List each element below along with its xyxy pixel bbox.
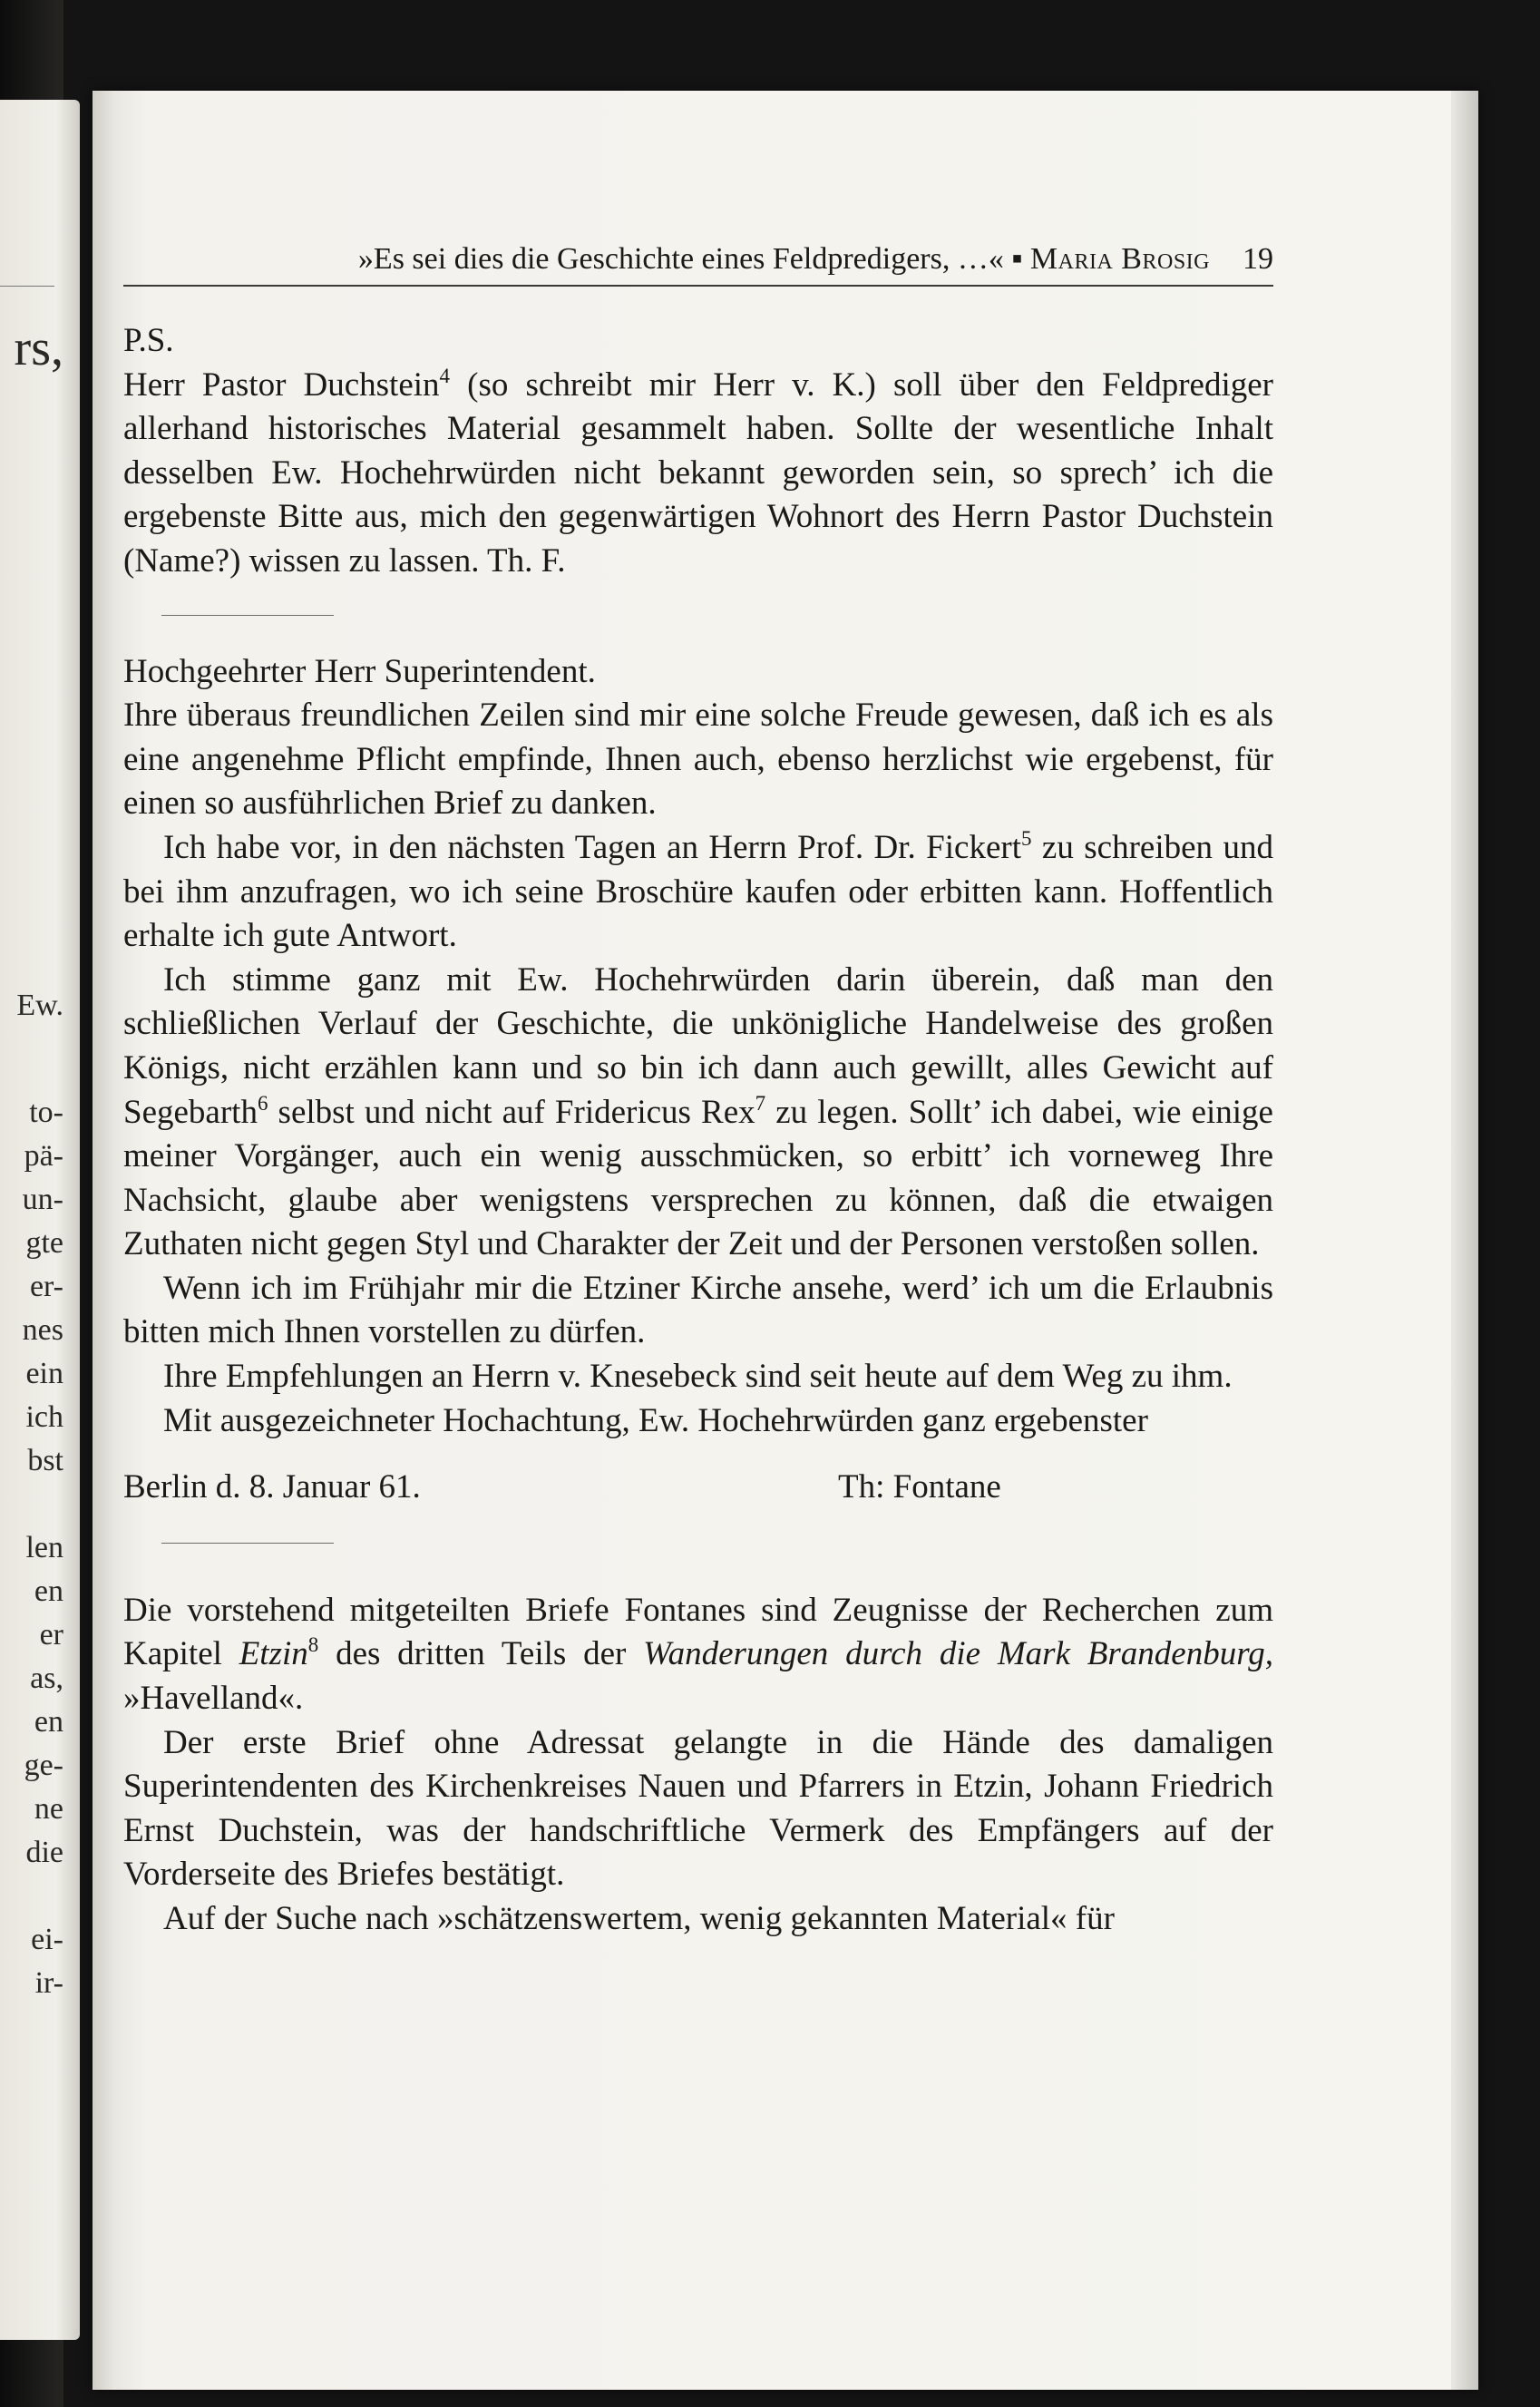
letter-paragraph: Wenn ich im Frühjahr mir die Etziner Kirche ansehe, werd’ ich um die Erlaubnis bitten mich Ihnen vorstellen zu dürfen.	[123, 1269, 1273, 1351]
prev-page-fragment: ich	[25, 1400, 63, 1434]
prev-page-fragment: nes	[22, 1313, 63, 1347]
letter-paragraph: Ich stimme ganz mit Ew. Hochehrwürden darin überein, daß man den schließlichen Verlauf der Geschichte, die unkönigliche Handelweise des großen Königs, nicht erzählen kann und so bin ich dann auch gewillt, alles Gewicht auf Segebarth$^6$ selbst und nicht auf Fridericus Rex$^7$ zu legen. Sollt’ ich dabei, wie einige meiner Vorgänger, auch ein wenig ausschmücken, so erbitt’ ich vorneweg Ihre Nachsicht, glaube aber wenigstens versprechen zu können, daß die etwaigen Zuthaten nicht gegen Styl und Charakter der Zeit und der Personen verstoßen sollen.	[123, 960, 1273, 1263]
prev-page-fragment: en	[34, 1574, 63, 1608]
letter-closing-formula: Mit ausgezeichneter Hochachtung, Ew. Hochehrwürden ganz ergebenster	[163, 1401, 1148, 1439]
letter-closing-line	[123, 1466, 1273, 1510]
ps-paragraph: Herr Pastor Duchstein$^4$ (so schreibt mir Herr v. K.) soll über den Feldprediger allerhand historisches Material gesammelt haben. Sollte der wesentliche Inhalt desselben Ew. Hochehrwürden nicht bekannt geworden sein, so sprech’ ich die ergebenste Bitte aus, mich den gegenwärtigen Wohnort des Herrn Pastor Duchstein (Name?) wissen zu lassen. Th. F.	[123, 364, 1274, 580]
letter-paragraph: Ihre Empfehlungen an Herrn v. Knesebeck sind seit heute auf dem Weg zu ihm.	[163, 1358, 1233, 1396]
footnote-ref: 7	[755, 1091, 766, 1115]
section-separator	[161, 1543, 334, 1544]
prev-page-fragment: gte	[25, 1226, 63, 1260]
running-author: Maria Brosig	[1029, 242, 1210, 276]
prev-page-fragment: ge-	[24, 1749, 63, 1782]
footnote-ref: 5	[1021, 826, 1032, 850]
footnote-ref: 6	[257, 1091, 268, 1115]
prev-page-fragment: die	[25, 1836, 63, 1869]
prev-page-fragment: un-	[22, 1183, 63, 1216]
commentary-paragraph: Auf der Suche nach »schätzenswertem, wenig gekannten Material« für	[163, 1900, 1115, 1937]
prev-page-fragment: pä-	[24, 1139, 63, 1173]
prev-page-fragment: ne	[34, 1792, 63, 1826]
body-text	[123, 319, 1273, 1942]
letter-salutation: Hochgeehrter Herr Superintendent.	[123, 652, 596, 690]
place-date: Berlin d. 8. Januar 61.	[123, 1468, 421, 1506]
footnote-ref: 4	[439, 364, 451, 387]
section-separator	[161, 615, 334, 616]
prev-page-fragment: er	[39, 1618, 63, 1652]
prev-page-fragment: rs,	[14, 320, 63, 376]
letter-paragraph: Ihre überaus freundlichen Zeilen sind mir eine solche Freude gewesen, daß ich es als eine angenehme Pflicht empfinde, Ihnen auch, ebenso herzlichst wie ergebenst, für einen so ausführlichen Brief zu danken.	[123, 697, 1273, 823]
prev-page-fragment: Ew.	[16, 989, 63, 1022]
header-rule	[123, 285, 1273, 287]
footnote-ref: 8	[307, 1633, 319, 1657]
signature: Th: Fontane	[838, 1468, 1001, 1506]
prev-page-fragment: ein	[25, 1357, 63, 1390]
book-title: Wanderungen durch die Mark Brandenburg,	[643, 1635, 1273, 1673]
previous-page-edge	[0, 100, 80, 2340]
letter-paragraph: Ich habe vor, in den nächsten Tagen an Herrn Prof. Dr. Fickert$^5$ zu schreiben und bei ihm anzufragen, wo ich seine Broschüre kaufen oder erbitten kann. Hoffentlich erhalte ich gute Antwort.	[123, 826, 1273, 955]
page-number: 19	[1243, 242, 1273, 276]
prev-page-fragment: ir-	[34, 1966, 63, 2000]
prev-page-fragment: en	[34, 1705, 63, 1739]
prev-page-fragment: len	[25, 1531, 63, 1564]
page-edge-shading	[1451, 91, 1478, 2390]
commentary-paragraph: Der erste Brief ohne Adressat gelangte in die Hände des damaligen Superintendenten des Kirchenkreises Nauen und Pfarrers in Etzin, Johann Friedrich Ernst Duchstein, was der handschriftliche Vermerk des Empfängers auf der Vorderseite des Briefes bestätigt.	[123, 1723, 1273, 1894]
prev-page-fragment: er-	[29, 1270, 63, 1303]
prev-page-fragment: bst	[27, 1444, 63, 1477]
ps-label: P.S.	[123, 322, 174, 359]
prev-page-fragment: to-	[29, 1096, 63, 1129]
running-title: »Es sei dies die Geschichte eines Feldpredigers, …« ▪ Maria Brosig	[357, 242, 1210, 276]
prev-page-fragment: ei-	[31, 1923, 63, 1956]
running-header	[123, 234, 1273, 285]
commentary-paragraph: Die vorstehend mitgeteilten Briefe Fontanes sind Zeugnisse der Recherchen zum Kapitel Etzin$^8$ des dritten Teils der Wanderungen durch die Mark Brandenburg, »Havelland«.	[123, 1591, 1273, 1718]
prev-page-rule	[0, 286, 54, 287]
prev-page-fragment: as,	[30, 1662, 63, 1695]
